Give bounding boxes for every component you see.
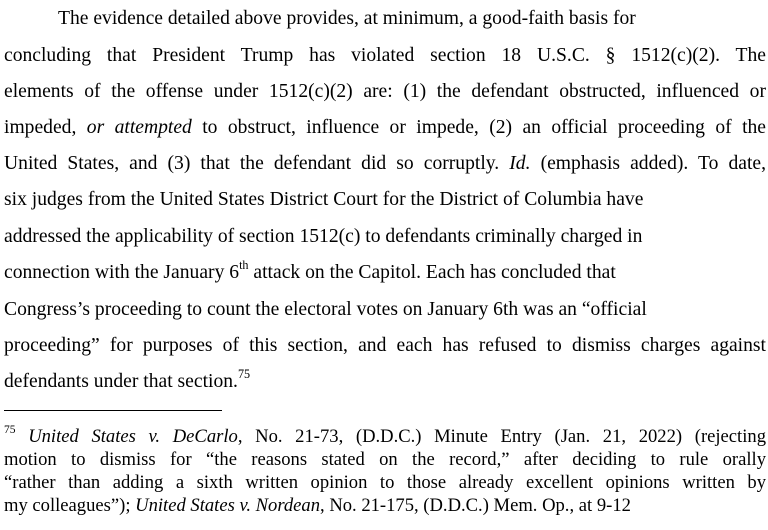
footnote-line-4-pre: my colleagues”); — [4, 495, 136, 516]
body-line-11 — [4, 366, 766, 393]
body-line-7-text: addressed the applicability of section 1512(c) to defendants criminally charged in — [4, 226, 643, 247]
footnote-marker: 75 — [4, 424, 16, 437]
footnote-case-decarlo: United States v. DeCarlo — [28, 426, 238, 447]
body-line-5-pre: United States, and (3) that the defendant did so corruptly. — [4, 153, 510, 174]
body-line-1-text: The evidence detailed above provides, at minimum, a good-faith basis for — [58, 8, 636, 29]
footnote-line-1 — [4, 426, 766, 447]
footnote-line-1-post: , No. 21-73, (D.D.C.) Minute Entry (Jan. 21, 2022) (rejecting — [237, 426, 766, 447]
body-line-4-emphasis: or attempted — [86, 117, 192, 138]
body-line-5-post: (emphasis added). To date, — [530, 153, 766, 174]
footnote-line-2-text: motion to dismiss for “the reasons stated on the record,” after deciding to rule orally — [4, 449, 766, 470]
footnote-line-4-post: , No. 21-175, (D.D.C.) Mem. Op., at 9-12 — [320, 495, 631, 516]
body-line-5 — [4, 153, 766, 175]
footnote-line-4 — [4, 495, 766, 516]
body-line-4-pre: impeded, — [4, 117, 87, 138]
body-line-4-post: to obstruct, influence or impede, (2) an official proceeding of the — [191, 117, 767, 138]
footnote-line-3 — [4, 472, 766, 493]
footnote-separator — [4, 410, 222, 411]
body-line-10-text: proceeding” for purposes of this section, and each has refused to dismiss charges against — [4, 335, 766, 356]
body-line-3-text: elements of the offense under 1512(c)(2) are: (1) the defendant obstructed, influenced or — [4, 81, 766, 102]
body-line-6-text: six judges from the United States District Court for the District of Columbia have — [4, 189, 644, 210]
body-line-9-text: Congress’s proceeding to count the electoral votes on January 6th was an “official — [4, 299, 647, 320]
body-line-10 — [4, 335, 766, 357]
body-line-9 — [4, 299, 766, 321]
body-line-8-post: attack on the Capitol. Each has concluded that — [248, 262, 616, 283]
body-line-3 — [4, 81, 766, 103]
body-line-4 — [4, 117, 766, 139]
body-line-8-superscript: th — [239, 257, 249, 272]
body-line-7 — [4, 226, 766, 248]
body-line-2-text: concluding that President Trump has violated section 18 U.S.C. § 1512(c)(2). The — [4, 45, 766, 66]
footnote-case-nordean: United States v. Nordean — [135, 495, 321, 516]
footnote-line-3-text: “rather than adding a sixth written opinion to those already excellent opinions written by — [4, 472, 766, 493]
body-line-8 — [4, 257, 766, 284]
footnote-line-2 — [4, 449, 766, 470]
body-line-11-text: defendants under that section. — [4, 371, 238, 392]
body-line-1 — [58, 8, 766, 30]
body-line-5-citation: Id. — [509, 153, 531, 174]
body-line-2 — [4, 45, 766, 67]
body-line-8-pre: connection with the January 6 — [4, 262, 240, 283]
footnote-reference-75[interactable]: 75 — [237, 366, 251, 381]
body-line-6 — [4, 189, 766, 211]
